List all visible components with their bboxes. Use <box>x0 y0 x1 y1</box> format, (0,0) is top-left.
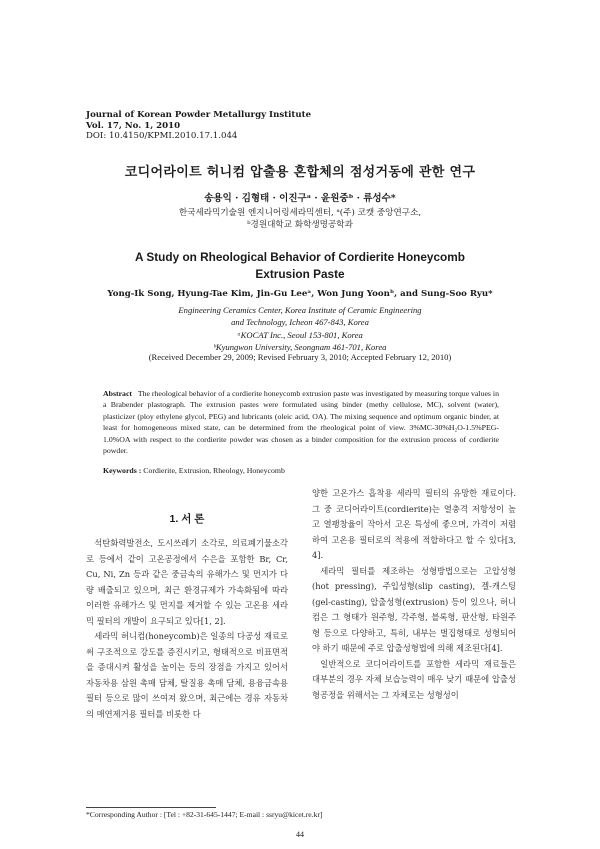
abstract-text: The rheological behavior of a cordierite honeycomb extrusion paste was investigated by measuring torque values in a Brabender plastograph. The extrusion pastes were formulated using binder (methy cellulose, MC), solvent (water), plasticizer (ploy ethylene glycol, PEG) and lubricants (oleic acid, OA). The mixing sequence and optimum organic binder, at least for homogeneous mixed state, can be determined from the rheological point of view. 3%MC-30%H₂O-1.5%PEG-1.0%OA with respect to the cordierite powder was chosen as a binder composition for the extrusion process of cordierite powder. <box>103 389 499 456</box>
english-affiliation-line: Engineering Ceramics Center, Korea Institute of Ceramic Engineering <box>178 305 422 315</box>
english-title <box>0 249 600 283</box>
body-column-left <box>86 536 288 722</box>
english-affiliations <box>0 304 600 353</box>
body-paragraph: 일반적으로 코디어라이트를 포함한 세라믹 재료들은 대부분의 경우 자체 보습능력이 매우 낮기 때문에 압출성형공정을 위해서는 그 자체로는 성형성이 <box>312 658 516 700</box>
body-paragraph: 석탄화력발전소, 도시쓰레기 소각로, 의료폐기물소각로 등에서 같이 고온공정에서 수은을 포함한 Br, Cr, Cu, Ni, Zn 등과 같은 중금속의 유해가스 및 먼지가 다량 배출되고 있으며, 최근 환경규제가 가속화됨에 따라 이러한 유해가스 및 먼지를 제거할 수 있는 고온용 세라믹 필터의 개발이 요구되고 있다[1, 2]. <box>86 538 288 626</box>
english-title-line: Extrusion Paste <box>255 267 345 281</box>
keywords-text: Cordierite, Extrusion, Rheology, Honeycomb <box>143 466 285 475</box>
keywords-label: Keywords : <box>103 466 142 475</box>
korean-affiliation-line: ᵇ경원대학교 화학생명공학과 <box>247 220 353 230</box>
body-paragraph: 세라믹 필터를 제조하는 성형방법으로는 고압성형(hot pressing), 주입성형(slip casting), 겔-캐스팅(gel-casting), 압출성형(extrusion) 등이 있으나, 허니컴은 그 형태가 원주형, 각주형, 블록형, 판산형, 타원주형 등으로 다양하고, 특히, 내부는 벌집형태로 성형되어야 하기 때문에 주로 압출성형법에 의해 제조된다[4]. <box>312 565 516 653</box>
english-title-line: A Study on Rheological Behavior of Cordierite Honeycomb <box>135 250 465 264</box>
abstract <box>103 388 499 456</box>
corresponding-author-footnote: *Corresponding Author : [Tel : +82-31-645-1447; E-mail : ssryu@kicet.re.kr] <box>86 810 323 819</box>
journal-header <box>86 110 311 142</box>
english-affiliation-line: ᵃKOCAT Inc., Seoul 153-801, Korea <box>237 329 363 340</box>
english-affiliation-line: ᵇKyungwon University, Seongnam 461-701, Korea <box>213 341 387 352</box>
korean-authors: 송용익 · 김형태 · 이진구ᵃ · 윤원중ᵇ · 류성수* <box>204 193 396 204</box>
journal-name: Journal of Korean Powder Metallurgy Institute <box>86 110 312 120</box>
footnote-divider <box>86 807 216 808</box>
page-number: 44 <box>296 830 304 839</box>
section-heading-introduction: 1. 서 론 <box>169 513 205 525</box>
korean-affiliations <box>0 207 600 231</box>
english-affiliation-line: and Technology, Icheon 467-843, Korea <box>231 317 369 328</box>
journal-volume: Vol. 17, No. 1, 2010 <box>86 120 181 131</box>
received-dates: (Received December 29, 2009; Revised February 3, 2010; Accepted February 12, 2010) <box>148 352 452 362</box>
keywords <box>103 466 499 475</box>
abstract-label: Abstract <box>103 389 133 398</box>
korean-affiliation-line: 한국세라믹기술원 엔지니어링세라믹센터, ᵃ(주) 코캣 중앙연구소, <box>178 208 422 218</box>
body-paragraph: 양한 고온가스 흡착용 세라믹 필터의 유망한 재료이다. 그 중 코디어라이트(cordierite)는 열충격 저항성이 높고 열팽창율이 작아서 고온 특성에 좋으며, 가격이 저렴하여 고온용 필터로의 적용에 적합하다고 할 수 있다[3, 4]. <box>312 488 516 560</box>
korean-title: 코디어라이트 허니컴 압출용 혼합체의 점성거동에 관한 연구 <box>124 165 476 180</box>
body-column-right <box>312 486 516 703</box>
body-paragraph: 세라믹 허니컴(honeycomb)은 일종의 다공성 재료로써 구조적으로 강도를 증진시키고, 형태적으로 비표면적을 증대시켜 활성을 높이는 등의 장점을 가지고 있어서 자동차용 삼원 촉매 담체, 탈질용 촉매 담체, 용융금속용 필터 등으로 많이 쓰여져 왔으며, 최근에는 경유 자동차의 매연제거용 필터를 비롯한 다 <box>86 631 288 719</box>
english-authors: Yong-Ik Song, Hyung-Tae Kim, Jin-Gu Leeᵃ, Won Jung Yoonᵇ, and Sung-Soo Ryu* <box>107 289 493 299</box>
journal-doi: DOI: 10.4150/KPMI.2010.17.1.044 <box>86 131 238 141</box>
